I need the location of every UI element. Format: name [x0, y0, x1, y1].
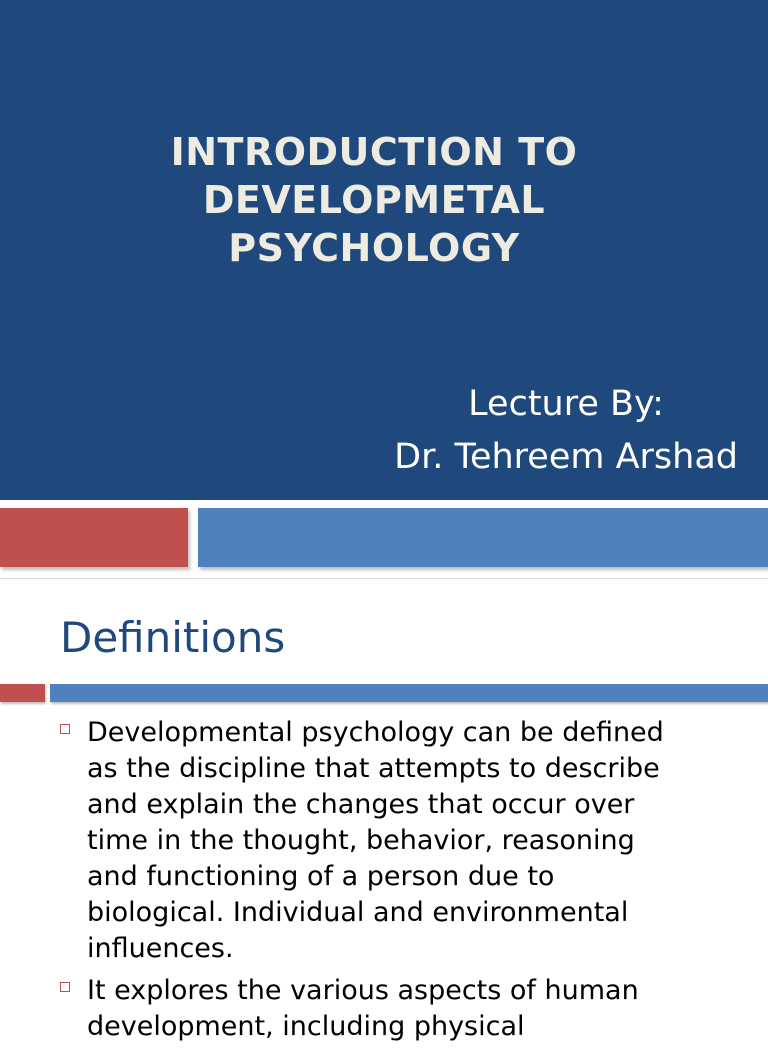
accent-bar-blue [198, 508, 768, 567]
heading-bar-blue [50, 684, 768, 702]
bullet-line: development, including physical [87, 1011, 525, 1042]
slide-title-line: INTRODUCTION TO [170, 130, 578, 174]
subtitle-line: Dr. Tehreem Arshad [394, 437, 738, 477]
slide-subtitle [394, 378, 738, 484]
accent-bar-red [0, 508, 188, 567]
bullet-line: as the discipline that attempts to describe [87, 753, 660, 784]
hollow-square-icon [60, 982, 70, 992]
slide-title-line: DEVELOPMETAL [202, 178, 546, 222]
subtitle-line: Lecture By: [468, 384, 664, 424]
definitions-heading: Definitions [60, 613, 286, 662]
bullet-line: biological. Individual and environmental [87, 897, 629, 928]
bullet-line: time in the thought, behavior, reasoning [87, 825, 635, 856]
slide-divider [0, 578, 768, 579]
bullet-line: Developmental psychology can be defined [87, 717, 664, 748]
bullet-line: It explores the various aspects of human [87, 975, 639, 1006]
bullet-line: and explain the changes that occur over [87, 789, 635, 820]
bullet-line: influences. [87, 933, 234, 964]
slide-title [60, 128, 688, 272]
bullet-line: and functioning of a person due to [87, 861, 555, 892]
bullet-list [60, 715, 750, 1051]
bullet-item [60, 973, 750, 1045]
heading-bar-red [0, 684, 45, 702]
bullet-item [60, 715, 750, 967]
slide-title-line: PSYCHOLOGY [228, 226, 520, 270]
title-slide [0, 0, 768, 500]
hollow-square-icon [60, 724, 70, 734]
